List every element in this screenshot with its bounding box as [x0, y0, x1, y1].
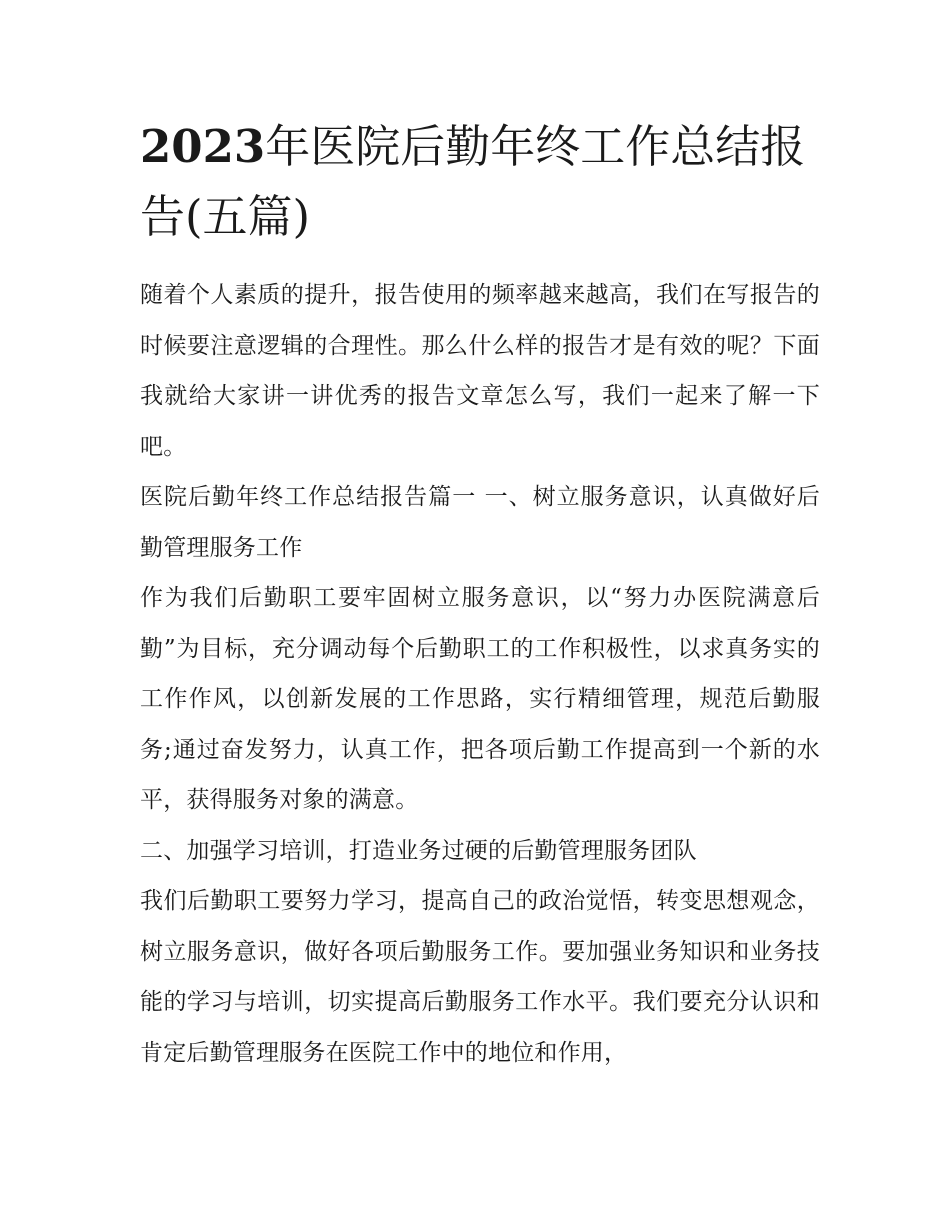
- title-text: 年医院后勤年终工作总结报告(五篇): [140, 120, 806, 243]
- document-title: [140, 112, 820, 252]
- title-block: [140, 112, 820, 252]
- section-heading-1: 医院后勤年终工作总结报告篇一 一、树立服务意识，认真做好后勤管理服务工作: [140, 484, 820, 561]
- title-year: 2023: [140, 120, 266, 173]
- document-body: [140, 112, 820, 1078]
- body-paragraph-1: 作为我们后勤职工要牢固树立服务意识，以“努力办医院满意后勤”为目标，充分调动每个后勤职工的工作积极性，以求真务实的工作作风，以创新发展的工作思路，实行精细管理，规范后勤服务;通过奋发努力，认真工作，把各项后勤工作提高到一个新的水平，获得服务对象的满意。: [140, 585, 820, 813]
- body-paragraph-2: 我们后勤职工要努力学习，提高自己的政治觉悟，转变思想观念，树立服务意识，做好各项后勤服务工作。要加强业务知识和业务技能的学习与培训，切实提高后勤服务工作水平。我们要充分认识和肯定后勤管理服务在医院工作中的地位和作用，: [140, 888, 820, 1066]
- intro-paragraph: 随着个人素质的提升，报告使用的频率越来越高，我们在写报告的时候要注意逻辑的合理性。那么什么样的报告才是有效的呢？下面我就给大家讲一讲优秀的报告文章怎么写，我们一起来了解一下吧。: [140, 282, 820, 460]
- section-heading-2: 二、加强学习培训，打造业务过硬的后勤管理服务团队: [140, 837, 697, 864]
